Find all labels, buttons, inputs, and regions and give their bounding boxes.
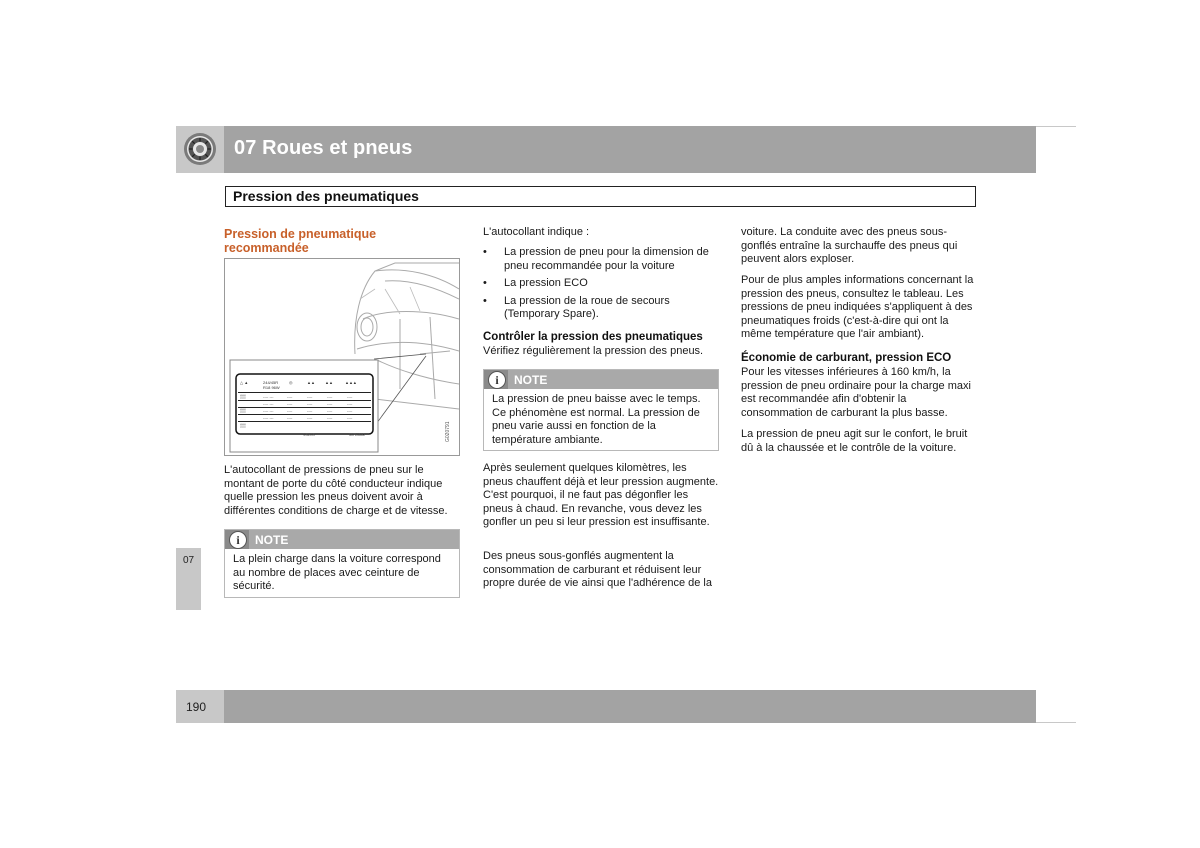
figure-code: G020791 xyxy=(445,421,451,442)
svg-text:▲▲: ▲▲ xyxy=(307,380,315,385)
svg-text:----: ---- xyxy=(287,394,293,399)
footer-bar xyxy=(224,690,1036,723)
sticker-intro: L'autocollant indique : xyxy=(483,226,590,238)
note-header-2 xyxy=(484,370,718,389)
svg-text:◎: ◎ xyxy=(289,380,293,385)
tire-pressure-figure xyxy=(224,258,460,456)
svg-text:----: ---- xyxy=(307,415,313,420)
overheating-paragraph: voiture. La conduite avec des pneus sous-gonflés entraîne la surchauffe des pneus qui peuvent alors exploser. xyxy=(741,226,958,266)
svg-text:----: ---- xyxy=(307,394,313,399)
svg-text:----: ---- xyxy=(347,401,353,406)
svg-text:----: ---- xyxy=(307,401,313,406)
svg-text:▲▲: ▲▲ xyxy=(325,380,333,385)
warm-tires-paragraph: Après seulement quelques kilomètres, les pneus chauffent déjà et leur pression augmente. C'est pourquoi, il ne faut pas dégonfler les pneus à chaud. En revanche, vous devez les gonfler un peu si leur pression est insuffisante. xyxy=(483,462,719,529)
header-rule xyxy=(1036,126,1076,127)
info-icon: i xyxy=(488,371,506,389)
svg-text:△ ▲: △ ▲ xyxy=(240,380,249,385)
side-tab-number: 07 xyxy=(183,555,195,566)
note-box-1 xyxy=(224,529,460,598)
pressure-table-paragraph: Pour de plus amples informations concernant la pression des pneus, consultez le tableau. Les pressions de pneu indiquées s'appliquent à des pneumatiques froids (c'est-à-dire qui ont la même température que l'air ambiant). xyxy=(741,274,974,341)
car-door-illustration xyxy=(225,259,459,455)
note-text-2: La pression de pneu baisse avec le temps. Ce phénomène est normal. La pression de pneu varie aussi en fonction de la température ambiante. xyxy=(492,393,701,446)
page-number: 190 xyxy=(186,700,207,714)
svg-text:---- ---: ---- --- xyxy=(263,415,274,420)
svg-text:---- ---: ---- --- xyxy=(263,408,274,413)
sticker-bullet-list xyxy=(483,246,719,322)
tire-icon xyxy=(183,132,217,171)
svg-text:R18 96W: R18 96W xyxy=(263,385,280,390)
svg-text:▒▒: ▒▒ xyxy=(240,394,246,399)
subheading-recommended-pressure: Pression de pneumatique recommandée xyxy=(224,227,377,255)
svg-text:▒▒: ▒▒ xyxy=(240,423,246,428)
svg-text:----: ---- xyxy=(287,408,293,413)
svg-text:----: ---- xyxy=(327,394,333,399)
svg-text:244/45R: 244/45R xyxy=(263,380,279,385)
header-icon-area xyxy=(176,126,224,173)
comfort-paragraph: La pression de pneu agit sur le confort, le bruit dû à la chaussée et le contrôle de la voiture. xyxy=(741,428,968,454)
info-icon: i xyxy=(229,531,247,549)
heading-check-pressure: Contrôler la pression des pneumatiques xyxy=(483,331,703,343)
check-pressure-text: Vérifiez régulièrement la pression des pneus. xyxy=(483,345,704,357)
note-label-2: NOTE xyxy=(514,373,548,387)
svg-text:---- ---: ---- --- xyxy=(263,394,274,399)
svg-text:---- ---: ---- --- xyxy=(263,401,274,406)
list-item: • La pression de pneu pour la dimension de pneu recommandée pour la voiture xyxy=(483,246,709,272)
section-title: Pression des pneumatiques xyxy=(233,188,419,204)
svg-text:----: ---- xyxy=(327,401,333,406)
note-box-2 xyxy=(483,369,719,451)
eco-pressure-text: Pour les vitesses inférieures à 160 km/h, la pression de pneu ordinaire pour la charge maxi est recommandée afin d'obtenir la consommation de carburant la plus basse. xyxy=(741,366,971,419)
svg-text:----: ---- xyxy=(347,394,353,399)
footer-rule xyxy=(1036,722,1076,723)
heading-eco-pressure: Économie de carburant, pression ECO xyxy=(741,352,952,364)
svg-text:----: ---- xyxy=(347,415,353,420)
svg-text:▲▲▲: ▲▲▲ xyxy=(345,380,357,385)
note-header-1 xyxy=(225,530,459,549)
svg-text:----: ---- xyxy=(287,401,293,406)
svg-text:----: ---- xyxy=(287,415,293,420)
label-code-text: 30714048 xyxy=(349,433,365,437)
svg-text:----: ---- xyxy=(307,408,313,413)
label-brand-text: VOLVO xyxy=(303,433,315,437)
list-item: • La pression de la roue de secours (Temporary Spare). xyxy=(483,294,670,321)
svg-text:----: ---- xyxy=(347,408,353,413)
chapter-title: 07 Roues et pneus xyxy=(234,137,413,159)
svg-text:▒▒: ▒▒ xyxy=(240,408,246,413)
note-text-1: La plein charge dans la voiture correspond au nombre de places avec ceinture de sécurité. xyxy=(233,553,441,593)
sticker-description: L'autocollant de pressions de pneu sur le montant de porte du côté conducteur indique quelle pression les pneus doivent avoir à différentes conditions de charge et de vitesse. xyxy=(224,464,448,517)
list-item: • La pression ECO xyxy=(483,277,588,290)
svg-text:----: ---- xyxy=(327,415,333,420)
svg-text:----: ---- xyxy=(327,408,333,413)
underinflated-paragraph: Des pneus sous-gonflés augmentent la consommation de carburant et réduisent leur propre durée de vie ainsi que l'adhérence de la xyxy=(483,550,712,590)
note-label-1: NOTE xyxy=(255,533,289,547)
